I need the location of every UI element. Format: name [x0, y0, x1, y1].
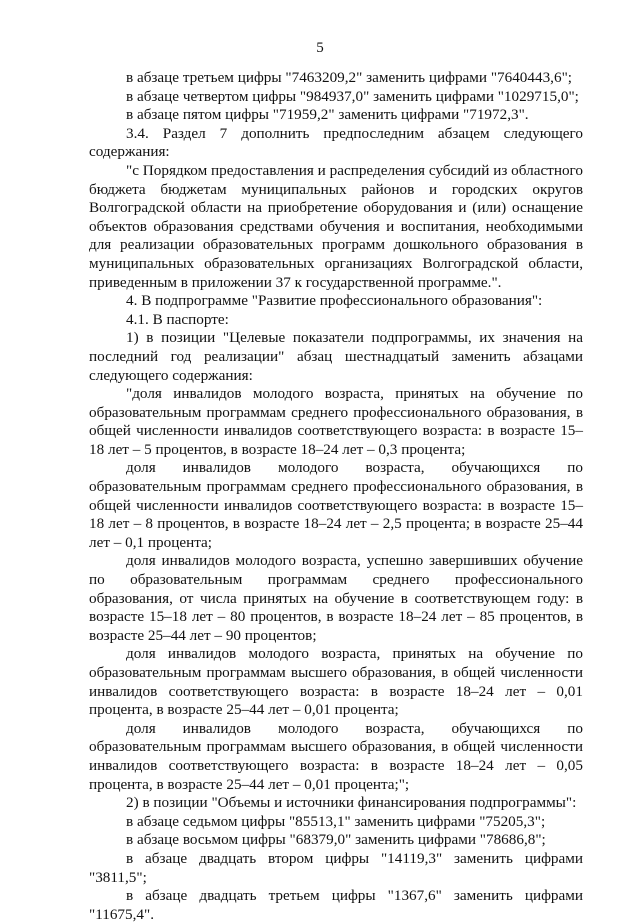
paragraph: "доля инвалидов молодого возраста, принятых на обучение по образовательным программам среднего профессионального образования, в общей численности инвалидов соответствующего возраста: в возрасте 15–18 лет – 5 процентов, в возрасте 18–24 лет – 0,3 процента;	[89, 385, 583, 458]
paragraph: доля инвалидов молодого возраста, обучающихся по образовательным программам среднего профессионального образования, в общей численности инвалидов соответствующего возраста: в возрасте 15–18 лет – 8 процентов, в возрасте 18–24 лет – 2,5 процента; в возрасте 25–44 лет – 0,1 процента;	[89, 459, 583, 551]
paragraph: 1) в позиции "Целевые показатели подпрограммы, их значения на последний год реализации" абзац шестнадцатый заменить абзацами следующего содержания:	[89, 329, 583, 384]
paragraph: 4. В подпрограмме "Развитие профессионального образования":	[126, 292, 543, 310]
paragraph: в абзаце пятом цифры "71959,2" заменить цифрами "71972,3".	[126, 106, 529, 124]
paragraph: доля инвалидов молодого возраста, обучающихся по образовательным программам высшего образования, в общей численности инвалидов соответствующего возраста: в возрасте 18–24 лет – 0,05 процента, в возрасте 25–44 лет – 0,01 процента;";	[89, 719, 583, 793]
paragraph: в абзаце четвертом цифры "984937,0" заменить цифрами "1029715,0";	[126, 87, 579, 105]
document-body	[89, 69, 583, 924]
paragraph: 3.4. Раздел 7 дополнить предпоследним абзацем следующего содержания:	[89, 124, 583, 161]
paragraph: "с Порядком предоставления и распределения субсидий из областного бюджета бюджетам муниципальных районов и городских округов Волгоградской области на приобретение оборудования и (или) оснащение объектов образования средствами обучения и воспитания, необходимыми для реализации образовательных программ дошкольного образования в муниципальных образовательных организациях Волгоградской области, приведенным в приложении 37 к государственной программе.".	[89, 161, 583, 291]
page-number: 5	[316, 40, 324, 56]
paragraph: в абзаце двадцать третьем цифры "1367,6" заменить цифрами "11675,4".	[89, 887, 583, 923]
paragraph: доля инвалидов молодого возраста, принятых на обучение по образовательным программам высшего образования, в общей численности инвалидов соответствующего возраста: в возрасте 18–24 лет – 0,01 процента, в возрасте 25–44 лет – 0,01 процента;	[89, 645, 583, 719]
paragraph: в абзаце третьем цифры "7463209,2" заменить цифрами "7640443,6";	[126, 69, 572, 86]
paragraph: доля инвалидов молодого возраста, успешно завершивших обучение по образовательным программам среднего профессионального образования, от числа принятых на обучение в соответствующем году: в возрасте 15–18 лет – 80 процентов, в возрасте 18–24 лет – 85 процентов, в возрасте 25–44 лет – 90 процентов;	[89, 552, 583, 644]
paragraph: 2) в позиции "Объемы и источники финансирования подпрограммы":	[126, 794, 577, 812]
paragraph: 4.1. В паспорте:	[126, 310, 229, 328]
paragraph: в абзаце восьмом цифры "68379,0" заменить цифрами "78686,8";	[126, 831, 546, 849]
paragraph: в абзаце двадцать втором цифры "14119,3" заменить цифрами "3811,5";	[89, 849, 583, 886]
paragraph: в абзаце седьмом цифры "85513,1" заменить цифрами "75205,3";	[126, 812, 546, 830]
